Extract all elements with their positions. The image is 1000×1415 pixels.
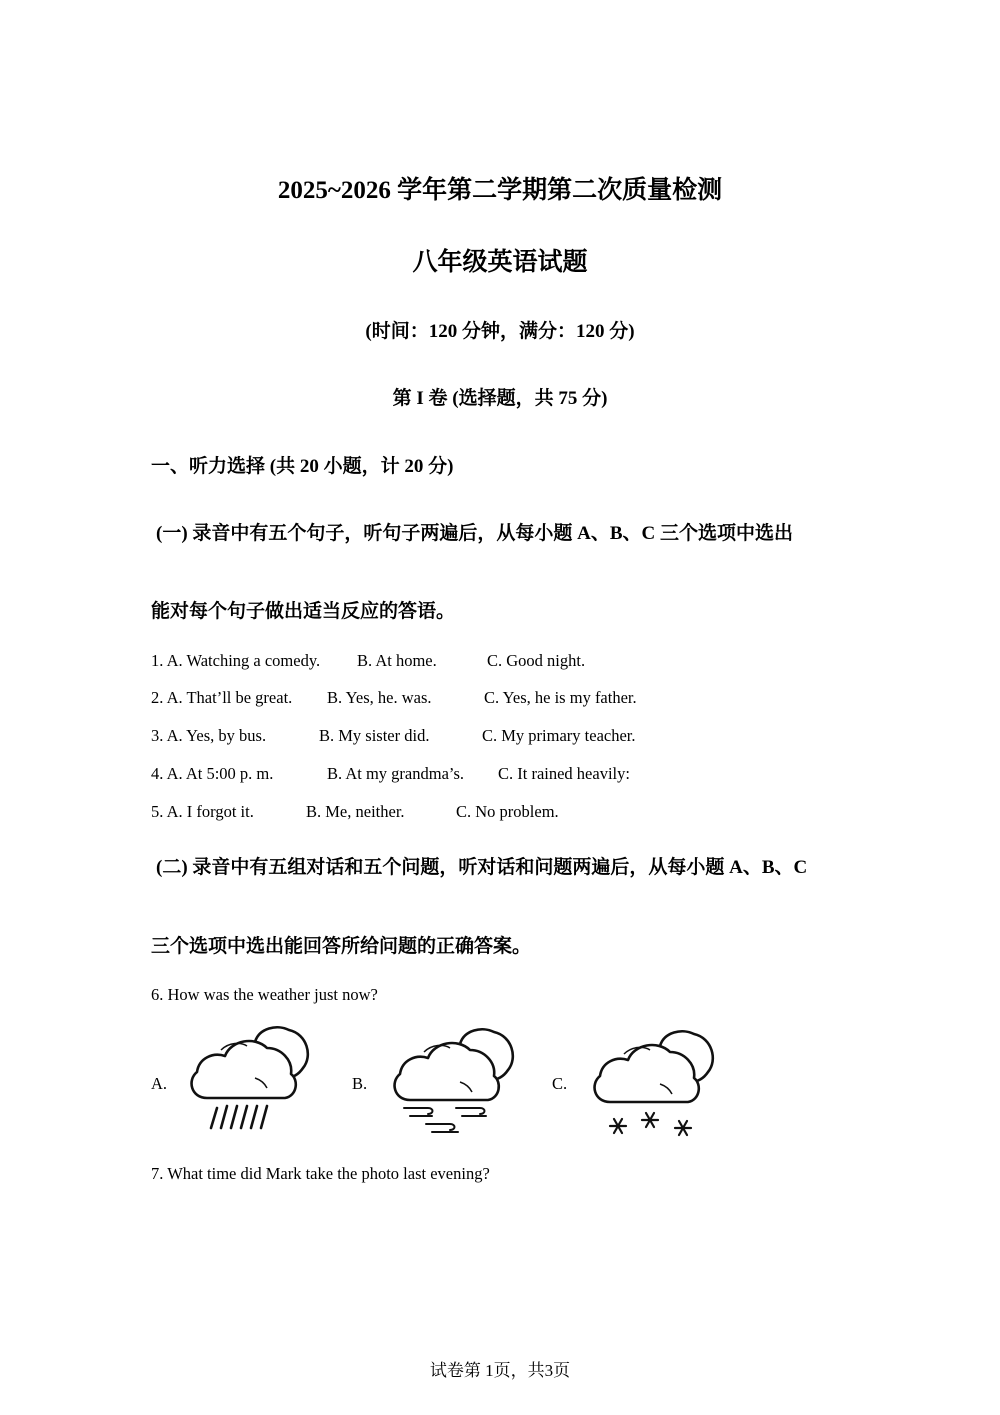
volume-heading: 第 I 卷 (选择题，共 75 分) [392, 388, 608, 409]
question-6: 6. How was the weather just now? [151, 985, 378, 1004]
option-a: 3. A. Yes, by bus. [151, 726, 267, 745]
section-heading: 一、听力选择 (共 20 小题，计 20 分) [151, 456, 454, 477]
option-b: B. Me, neither. [306, 802, 405, 821]
question-4 [151, 764, 851, 786]
option-a: 4. A. At 5:00 p. m. [151, 764, 274, 783]
wind-cloud-icon [388, 1024, 520, 1140]
question-7: 7. What time did Mark take the photo last evening? [151, 1164, 490, 1183]
question-1 [151, 651, 851, 673]
question-2 [151, 688, 851, 710]
option-a: 1. A. Watching a comedy. [151, 651, 321, 670]
option-a-label: A. [151, 1074, 168, 1093]
exam-title: 2025~2026 学年第二学期第二次质量检测 [277, 177, 723, 204]
time-info: (时间：120 分钟，满分：120 分) [365, 321, 635, 342]
exam-subtitle: 八年级英语试题 [412, 249, 588, 276]
option-c: C. It rained heavily: [498, 764, 630, 783]
option-a: 2. A. That’ll be great. [151, 688, 293, 707]
part1-instruction-line1: (一) 录音中有五个句子，听句子两遍后，从每小题 A、B、C 三个选项中选出 [156, 523, 794, 544]
option-b: B. My sister did. [319, 726, 430, 745]
question-5 [151, 802, 851, 824]
option-a: 5. A. I forgot it. [151, 802, 254, 821]
snow-cloud-icon [588, 1026, 720, 1142]
option-b-label: B. [352, 1074, 368, 1093]
option-c: C. Yes, he is my father. [484, 688, 637, 707]
option-c: C. Good night. [487, 651, 586, 670]
option-c: C. My primary teacher. [482, 726, 636, 745]
part1-instruction-line2: 能对每个句子做出适当反应的答语。 [151, 601, 456, 622]
option-c-label: C. [552, 1074, 568, 1093]
rain-cloud-icon [185, 1022, 315, 1134]
option-b: B. At my grandma’s. [327, 764, 465, 783]
option-b: B. At home. [357, 651, 437, 670]
page-footer: 试卷第 1页，共3页 [429, 1361, 571, 1380]
option-b: B. Yes, he. was. [327, 688, 432, 707]
option-c: C. No problem. [456, 802, 559, 821]
part2-instruction-line1: (二) 录音中有五组对话和五个问题，听对话和问题两遍后，从每小题 A、B、C [156, 857, 808, 878]
part2-instruction-line2: 三个选项中选出能回答所给问题的正确答案。 [151, 936, 532, 957]
question-3 [151, 726, 851, 748]
